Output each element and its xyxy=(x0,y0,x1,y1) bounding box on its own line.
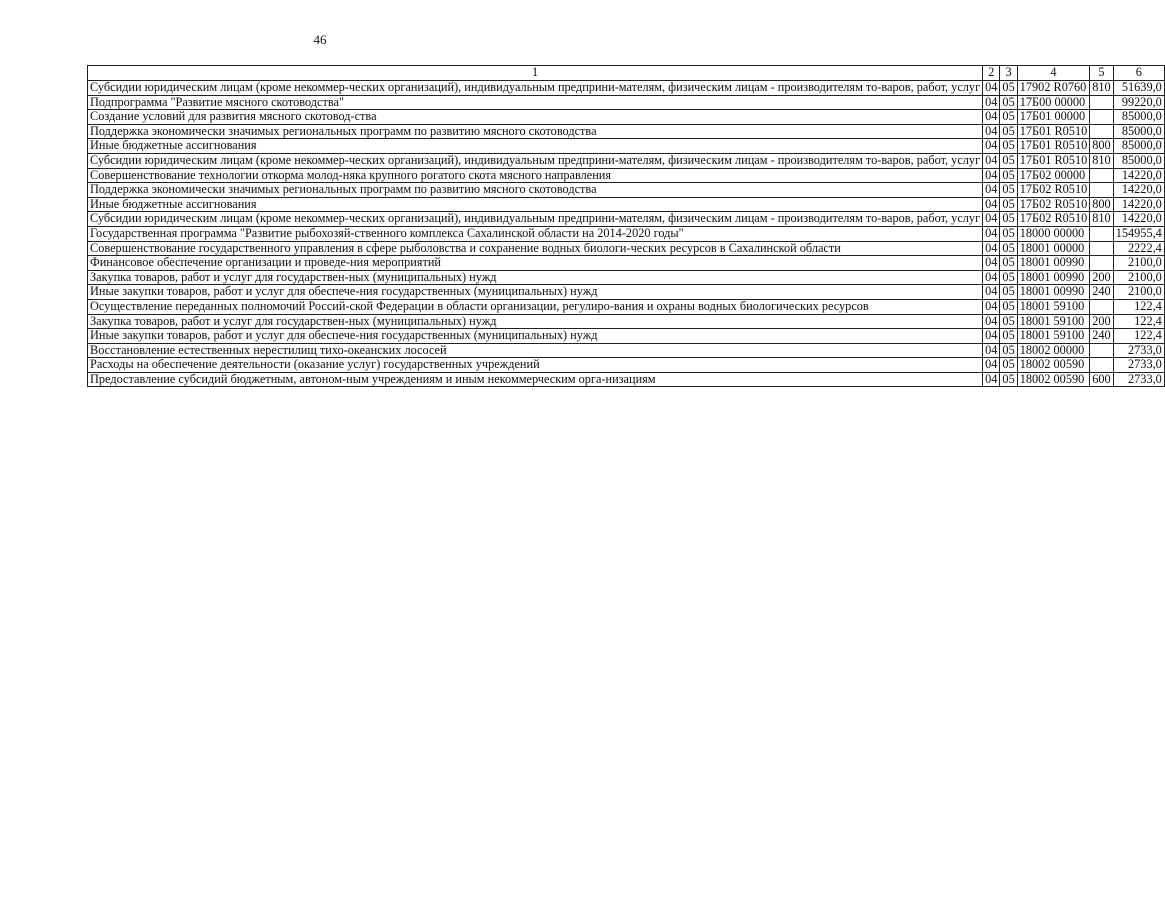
expense-type-cell: 810 xyxy=(1090,212,1113,227)
table-row xyxy=(88,285,1165,300)
row-name-cell: Подпрограмма "Развитие мясного скотоводства" xyxy=(88,95,983,110)
expense-type-cell: 800 xyxy=(1090,197,1113,212)
table-row xyxy=(88,343,1165,358)
subsection-code-cell: 05 xyxy=(1000,81,1017,96)
subsection-code-cell: 05 xyxy=(1000,314,1017,329)
amount-cell: 2222,4 xyxy=(1113,241,1164,256)
amount-cell: 14220,0 xyxy=(1113,168,1164,183)
header-cell: 3 xyxy=(1000,66,1017,81)
subsection-code-cell: 05 xyxy=(1000,95,1017,110)
expense-type-cell xyxy=(1090,226,1113,241)
subsection-code-cell: 05 xyxy=(1000,139,1017,154)
target-article-cell: 18001 00990 xyxy=(1017,256,1090,271)
target-article-cell: 18001 59100 xyxy=(1017,314,1090,329)
table-row xyxy=(88,299,1165,314)
expense-type-cell: 200 xyxy=(1090,270,1113,285)
target-article-cell: 18002 00000 xyxy=(1017,343,1090,358)
section-code-cell: 04 xyxy=(983,81,1000,96)
target-article-cell: 17Б01 R0510 xyxy=(1017,153,1090,168)
row-name-cell: Создание условий для развития мясного скотовод-ства xyxy=(88,110,983,125)
subsection-code-cell: 05 xyxy=(1000,299,1017,314)
table-row xyxy=(88,226,1165,241)
subsection-code-cell: 05 xyxy=(1000,358,1017,373)
target-article-cell: 17Б02 00000 xyxy=(1017,168,1090,183)
table-row xyxy=(88,256,1165,271)
target-article-cell: 18001 00990 xyxy=(1017,285,1090,300)
section-code-cell: 04 xyxy=(983,329,1000,344)
subsection-code-cell: 05 xyxy=(1000,110,1017,125)
target-article-cell: 18000 00000 xyxy=(1017,226,1090,241)
row-name-cell: Иные бюджетные ассигнования xyxy=(88,197,983,212)
amount-cell: 85000,0 xyxy=(1113,139,1164,154)
amount-cell: 122,4 xyxy=(1113,329,1164,344)
amount-cell: 85000,0 xyxy=(1113,124,1164,139)
row-name-cell: Субсидии юридическим лицам (кроме некоммер-ческих организаций), индивидуальным предприни-мателям, физическим лицам - производителям то-варов, работ, услуг xyxy=(88,81,983,96)
target-article-cell: 18001 00990 xyxy=(1017,270,1090,285)
expense-type-cell: 240 xyxy=(1090,285,1113,300)
section-code-cell: 04 xyxy=(983,95,1000,110)
amount-cell: 2733,0 xyxy=(1113,372,1164,387)
amount-cell: 2100,0 xyxy=(1113,270,1164,285)
row-name-cell: Закупка товаров, работ и услуг для государствен-ных (муниципальных) нужд xyxy=(88,314,983,329)
subsection-code-cell: 05 xyxy=(1000,343,1017,358)
expense-type-cell: 600 xyxy=(1090,372,1113,387)
row-name-cell: Субсидии юридическим лицам (кроме некоммер-ческих организаций), индивидуальным предприни-мателям, физическим лицам - производителям то-варов, работ, услуг xyxy=(88,212,983,227)
table-row xyxy=(88,95,1165,110)
subsection-code-cell: 05 xyxy=(1000,124,1017,139)
subsection-code-cell: 05 xyxy=(1000,285,1017,300)
subsection-code-cell: 05 xyxy=(1000,168,1017,183)
table-row xyxy=(88,81,1165,96)
expense-type-cell xyxy=(1090,95,1113,110)
section-code-cell: 04 xyxy=(983,168,1000,183)
section-code-cell: 04 xyxy=(983,372,1000,387)
expense-type-cell xyxy=(1090,241,1113,256)
subsection-code-cell: 05 xyxy=(1000,372,1017,387)
table-row xyxy=(88,270,1165,285)
header-cell: 1 xyxy=(88,66,983,81)
subsection-code-cell: 05 xyxy=(1000,270,1017,285)
table-header-row xyxy=(88,66,1165,81)
expense-type-cell xyxy=(1090,299,1113,314)
header-cell: 2 xyxy=(983,66,1000,81)
amount-cell: 122,4 xyxy=(1113,299,1164,314)
header-cell: 6 xyxy=(1113,66,1164,81)
amount-cell: 51639,0 xyxy=(1113,81,1164,96)
expense-type-cell: 800 xyxy=(1090,139,1113,154)
expense-type-cell xyxy=(1090,343,1113,358)
table-row xyxy=(88,241,1165,256)
target-article-cell: 17Б01 R0510 xyxy=(1017,139,1090,154)
table-row xyxy=(88,197,1165,212)
target-article-cell: 18001 00000 xyxy=(1017,241,1090,256)
row-name-cell: Предоставление субсидий бюджетным, автоном-ным учреждениям и иным некоммерческим орга-низациям xyxy=(88,372,983,387)
section-code-cell: 04 xyxy=(983,314,1000,329)
expense-type-cell xyxy=(1090,183,1113,198)
subsection-code-cell: 05 xyxy=(1000,241,1017,256)
subsection-code-cell: 05 xyxy=(1000,256,1017,271)
subsection-code-cell: 05 xyxy=(1000,183,1017,198)
amount-cell: 2733,0 xyxy=(1113,358,1164,373)
table-row xyxy=(88,168,1165,183)
row-name-cell: Поддержка экономически значимых региональных программ по развитию мясного скотоводства xyxy=(88,183,983,198)
row-name-cell: Закупка товаров, работ и услуг для государствен-ных (муниципальных) нужд xyxy=(88,270,983,285)
target-article-cell: 17Б01 00000 xyxy=(1017,110,1090,125)
page-number: 46 xyxy=(313,32,327,47)
target-article-cell: 17902 R0760 xyxy=(1017,81,1090,96)
header-cell: 5 xyxy=(1090,66,1113,81)
subsection-code-cell: 05 xyxy=(1000,153,1017,168)
table-row xyxy=(88,183,1165,198)
amount-cell: 14220,0 xyxy=(1113,197,1164,212)
section-code-cell: 04 xyxy=(983,139,1000,154)
expense-type-cell xyxy=(1090,124,1113,139)
target-article-cell: 17Б01 R0510 xyxy=(1017,124,1090,139)
section-code-cell: 04 xyxy=(983,212,1000,227)
table-row xyxy=(88,329,1165,344)
table-row xyxy=(88,124,1165,139)
target-article-cell: 17Б02 R0510 xyxy=(1017,212,1090,227)
subsection-code-cell: 05 xyxy=(1000,212,1017,227)
expense-type-cell xyxy=(1090,110,1113,125)
budget-table xyxy=(87,65,1165,387)
table-row xyxy=(88,372,1165,387)
target-article-cell: 17Б00 00000 xyxy=(1017,95,1090,110)
section-code-cell: 04 xyxy=(983,299,1000,314)
section-code-cell: 04 xyxy=(983,124,1000,139)
amount-cell: 2733,0 xyxy=(1113,343,1164,358)
row-name-cell: Финансовое обеспечение организации и проведе-ния мероприятий xyxy=(88,256,983,271)
expense-type-cell: 810 xyxy=(1090,81,1113,96)
amount-cell: 85000,0 xyxy=(1113,153,1164,168)
target-article-cell: 18002 00590 xyxy=(1017,372,1090,387)
target-article-cell: 18001 59100 xyxy=(1017,299,1090,314)
amount-cell: 2100,0 xyxy=(1113,256,1164,271)
section-code-cell: 04 xyxy=(983,343,1000,358)
amount-cell: 14220,0 xyxy=(1113,183,1164,198)
row-name-cell: Совершенствование государственного управления в сфере рыболовства и сохранение водных биологи-ческих ресурсов в Сахалинской области xyxy=(88,241,983,256)
expense-type-cell: 810 xyxy=(1090,153,1113,168)
row-name-cell: Расходы на обеспечение деятельности (оказание услуг) государственных учреждений xyxy=(88,358,983,373)
table-row xyxy=(88,314,1165,329)
row-name-cell: Государственная программа "Развитие рыбохозяй-ственного комплекса Сахалинской области на 2014-2020 годы" xyxy=(88,226,983,241)
row-name-cell: Иные закупки товаров, работ и услуг для обеспече-ния государственных (муниципальных) нужд xyxy=(88,285,983,300)
target-article-cell: 17Б02 R0510 xyxy=(1017,183,1090,198)
row-name-cell: Совершенствование технологии откорма молод-няка крупного рогатого скота мясного направления xyxy=(88,168,983,183)
section-code-cell: 04 xyxy=(983,153,1000,168)
section-code-cell: 04 xyxy=(983,270,1000,285)
row-name-cell: Восстановление естественных нерестилищ тихо-океанских лососей xyxy=(88,343,983,358)
header-cell: 4 xyxy=(1017,66,1090,81)
table-row xyxy=(88,358,1165,373)
amount-cell: 154955,4 xyxy=(1113,226,1164,241)
subsection-code-cell: 05 xyxy=(1000,226,1017,241)
row-name-cell: Иные закупки товаров, работ и услуг для обеспече-ния государственных (муниципальных) нужд xyxy=(88,329,983,344)
amount-cell: 14220,0 xyxy=(1113,212,1164,227)
amount-cell: 99220,0 xyxy=(1113,95,1164,110)
subsection-code-cell: 05 xyxy=(1000,197,1017,212)
section-code-cell: 04 xyxy=(983,226,1000,241)
amount-cell: 122,4 xyxy=(1113,314,1164,329)
amount-cell: 85000,0 xyxy=(1113,110,1164,125)
section-code-cell: 04 xyxy=(983,183,1000,198)
expense-type-cell xyxy=(1090,358,1113,373)
expense-type-cell xyxy=(1090,256,1113,271)
row-name-cell: Осуществление переданных полномочий Россий-ской Федерации в области организации, регулиро-вания и охраны водных биологических ресурсов xyxy=(88,299,983,314)
row-name-cell: Поддержка экономически значимых региональных программ по развитию мясного скотоводства xyxy=(88,124,983,139)
subsection-code-cell: 05 xyxy=(1000,329,1017,344)
table-row xyxy=(88,153,1165,168)
table-row xyxy=(88,139,1165,154)
section-code-cell: 04 xyxy=(983,358,1000,373)
table-row xyxy=(88,212,1165,227)
section-code-cell: 04 xyxy=(983,256,1000,271)
target-article-cell: 17Б02 R0510 xyxy=(1017,197,1090,212)
section-code-cell: 04 xyxy=(983,110,1000,125)
expense-type-cell xyxy=(1090,168,1113,183)
amount-cell: 2100,0 xyxy=(1113,285,1164,300)
expense-type-cell: 200 xyxy=(1090,314,1113,329)
row-name-cell: Субсидии юридическим лицам (кроме некоммер-ческих организаций), индивидуальным предприни-мателям, физическим лицам - производителям то-варов, работ, услуг xyxy=(88,153,983,168)
expense-type-cell: 240 xyxy=(1090,329,1113,344)
row-name-cell: Иные бюджетные ассигнования xyxy=(88,139,983,154)
section-code-cell: 04 xyxy=(983,241,1000,256)
target-article-cell: 18002 00590 xyxy=(1017,358,1090,373)
target-article-cell: 18001 59100 xyxy=(1017,329,1090,344)
section-code-cell: 04 xyxy=(983,197,1000,212)
section-code-cell: 04 xyxy=(983,285,1000,300)
table-row xyxy=(88,110,1165,125)
